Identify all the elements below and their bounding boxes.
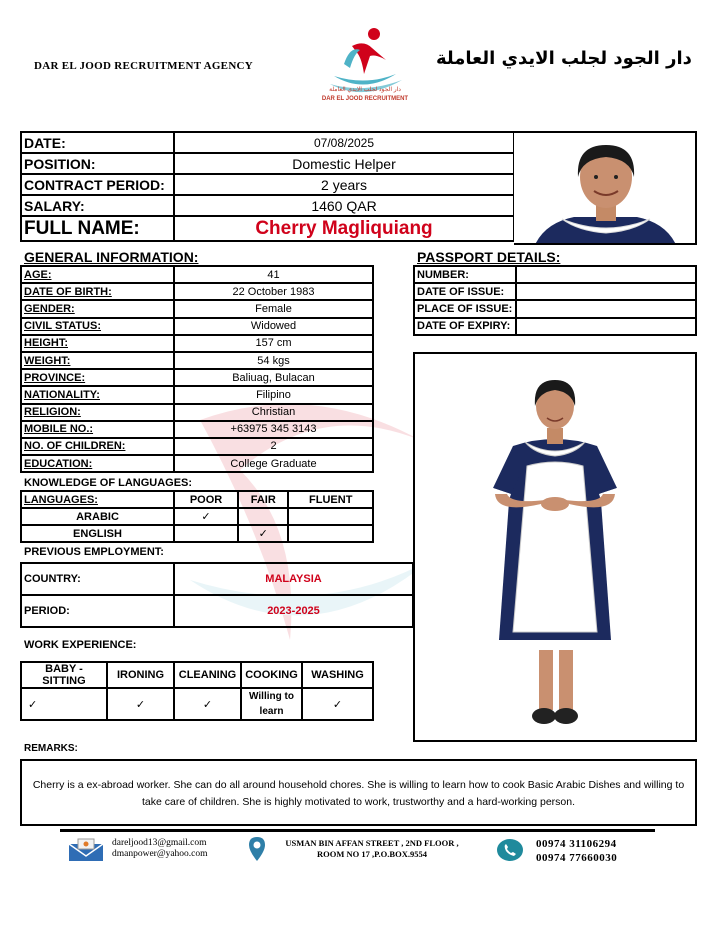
passport-issue-place-value xyxy=(516,300,696,317)
country-value: MALAYSIA xyxy=(174,563,413,595)
remarks-text: Cherry is a ex-abroad worker. She can do all around household chores. She is willing to learn how to cook Basic Arabic Dishes and willing to take care of children. She is highly motivated to work, trustworthy and a hard-working person. xyxy=(20,759,697,826)
footer-phone-1[interactable]: 00974 31106294 xyxy=(536,838,617,850)
passport-row xyxy=(414,266,696,283)
salary-value: 1460 QAR xyxy=(174,195,514,216)
logo-caption-ar: دار الجود لجلب الايدي العاملة xyxy=(329,87,401,93)
dob-label: DATE OF BIRTH: xyxy=(21,283,174,300)
contract-row xyxy=(21,174,514,195)
previous-employment-title: PREVIOUS EMPLOYMENT: xyxy=(24,546,164,558)
cleaning-header: CLEANING xyxy=(174,662,241,688)
footer-email-gmail[interactable]: dareljood13@gmail.com xyxy=(112,838,207,848)
mail-icon xyxy=(68,838,104,862)
language-row-arabic xyxy=(21,508,373,525)
period-value: 2023-2025 xyxy=(174,595,413,627)
washing-header: WASHING xyxy=(302,662,373,688)
footer-email-yahoo[interactable]: dmanpower@yahoo.com xyxy=(112,849,208,859)
work-experience-table xyxy=(20,661,374,721)
mobile-value: +63975 345 3143 xyxy=(174,421,373,438)
work-values-row xyxy=(21,688,373,720)
passport-expiry-label: DATE OF EXPIRY: xyxy=(414,318,516,335)
education-value: College Graduate xyxy=(174,455,373,472)
remarks-title: REMARKS: xyxy=(24,743,78,754)
age-value: 41 xyxy=(174,266,373,283)
nationality-value: Filipino xyxy=(174,386,373,403)
children-label: NO. OF CHILDREN: xyxy=(21,438,174,455)
languages-title: KNOWLEDGE OF LANGUAGES: xyxy=(24,477,193,489)
general-row xyxy=(21,318,373,335)
agency-logo-icon xyxy=(314,24,414,106)
checkmark-icon: ✓ xyxy=(21,688,107,720)
passport-issue-date-value xyxy=(516,283,696,300)
candidate-headshot xyxy=(514,131,697,245)
passport-table xyxy=(413,265,697,336)
poor-header: POOR xyxy=(174,491,238,508)
position-row xyxy=(21,153,514,174)
checkmark-icon: ✓ xyxy=(302,688,373,720)
language-fair-cell xyxy=(238,508,288,525)
general-row xyxy=(21,335,373,352)
passport-row xyxy=(414,300,696,317)
country-row xyxy=(21,563,413,595)
work-header-row xyxy=(21,662,373,688)
children-value: 2 xyxy=(174,438,373,455)
location-pin-icon xyxy=(248,836,266,862)
fair-header: FAIR xyxy=(238,491,288,508)
fullname-label: FULL NAME: xyxy=(21,216,174,241)
province-label: PROVINCE: xyxy=(21,369,174,386)
contract-value: 2 years xyxy=(174,174,514,195)
contract-label: CONTRACT PERIOD: xyxy=(21,174,174,195)
fullname-value: Cherry Magliquiang xyxy=(174,216,514,241)
weight-label: WEIGHT: xyxy=(21,352,174,369)
baby-sitting-header: BABY - SITTING xyxy=(21,662,107,688)
footer-address-line1: USMAN BIN AFFAN STREET , 2ND FLOOR , xyxy=(285,838,459,848)
general-row xyxy=(21,300,373,317)
age-label: AGE: xyxy=(21,266,174,283)
country-label: COUNTRY: xyxy=(21,563,174,595)
headshot-illustration-icon xyxy=(514,133,697,245)
passport-row xyxy=(414,283,696,300)
summary-table xyxy=(20,131,515,242)
height-value: 157 cm xyxy=(174,335,373,352)
period-label: PERIOD: xyxy=(21,595,174,627)
general-row xyxy=(21,266,373,283)
languages-header-label: LANGUAGES: xyxy=(21,491,174,508)
general-row xyxy=(21,404,373,421)
cooking-header: COOKING xyxy=(241,662,302,688)
salary-row xyxy=(21,195,514,216)
ironing-header: IRONING xyxy=(107,662,174,688)
general-row xyxy=(21,369,373,386)
passport-expiry-value xyxy=(516,318,696,335)
general-info-title: GENERAL INFORMATION: xyxy=(24,249,199,265)
checkmark-icon: ✓ xyxy=(238,525,288,542)
gender-label: GENDER: xyxy=(21,300,174,317)
passport-title: PASSPORT DETAILS: xyxy=(417,249,561,265)
previous-employment-table xyxy=(20,562,414,628)
language-row-english xyxy=(21,525,373,542)
passport-number-label: NUMBER: xyxy=(414,266,516,283)
passport-number-value xyxy=(516,266,696,283)
phone-icon xyxy=(496,838,524,862)
general-row xyxy=(21,438,373,455)
cooking-value: Willing to learn xyxy=(241,688,302,720)
period-row xyxy=(21,595,413,627)
religion-label: RELIGION: xyxy=(21,404,174,421)
date-label: DATE: xyxy=(21,132,174,153)
agency-name-ar: دار الجود لجلب الايدي العاملة xyxy=(436,48,692,69)
position-value: Domestic Helper xyxy=(174,153,514,174)
civil-status-label: CIVIL STATUS: xyxy=(21,318,174,335)
language-poor-cell xyxy=(174,525,238,542)
general-row xyxy=(21,421,373,438)
languages-table xyxy=(20,490,374,543)
footer-address-line2: ROOM NO 17 ,P.O.BOX.9554 xyxy=(317,849,427,859)
language-fluent-cell xyxy=(288,508,373,525)
province-value: Baliuag, Bulacan xyxy=(174,369,373,386)
nationality-label: NATIONALITY: xyxy=(21,386,174,403)
general-info-table xyxy=(20,265,374,473)
date-row xyxy=(21,132,514,153)
date-value: 07/08/2025 xyxy=(174,132,514,153)
footer-divider xyxy=(60,829,655,832)
education-label: EDUCATION: xyxy=(21,455,174,472)
checkmark-icon: ✓ xyxy=(107,688,174,720)
mobile-label: MOBILE NO.: xyxy=(21,421,174,438)
passport-issue-place-label: PLACE OF ISSUE: xyxy=(414,300,516,317)
weight-value: 54 kgs xyxy=(174,352,373,369)
work-experience-title: WORK EXPERIENCE: xyxy=(24,639,137,651)
general-row xyxy=(21,283,373,300)
general-row xyxy=(21,386,373,403)
full-body-illustration-icon xyxy=(415,354,695,740)
candidate-full-photo xyxy=(413,352,697,742)
dob-value: 22 October 1983 xyxy=(174,283,373,300)
language-fluent-cell xyxy=(288,525,373,542)
general-row xyxy=(21,455,373,472)
fluent-header: FLUENT xyxy=(288,491,373,508)
fullname-row xyxy=(21,216,514,241)
agency-name-en: DAR EL JOOD RECRUITMENT AGENCY xyxy=(34,60,254,72)
languages-header-row xyxy=(21,491,373,508)
height-label: HEIGHT: xyxy=(21,335,174,352)
gender-value: Female xyxy=(174,300,373,317)
logo-caption-en: DAR EL JOOD RECRUITMENT xyxy=(321,96,409,102)
salary-label: SALARY: xyxy=(21,195,174,216)
passport-issue-date-label: DATE OF ISSUE: xyxy=(414,283,516,300)
language-name: ARABIC xyxy=(21,508,174,525)
footer-phone-2[interactable]: 00974 77660030 xyxy=(536,852,618,864)
language-name: ENGLISH xyxy=(21,525,174,542)
checkmark-icon: ✓ xyxy=(174,508,238,525)
checkmark-icon: ✓ xyxy=(174,688,241,720)
religion-value: Christian xyxy=(174,404,373,421)
position-label: POSITION: xyxy=(21,153,174,174)
passport-row xyxy=(414,318,696,335)
civil-status-value: Widowed xyxy=(174,318,373,335)
general-row xyxy=(21,352,373,369)
